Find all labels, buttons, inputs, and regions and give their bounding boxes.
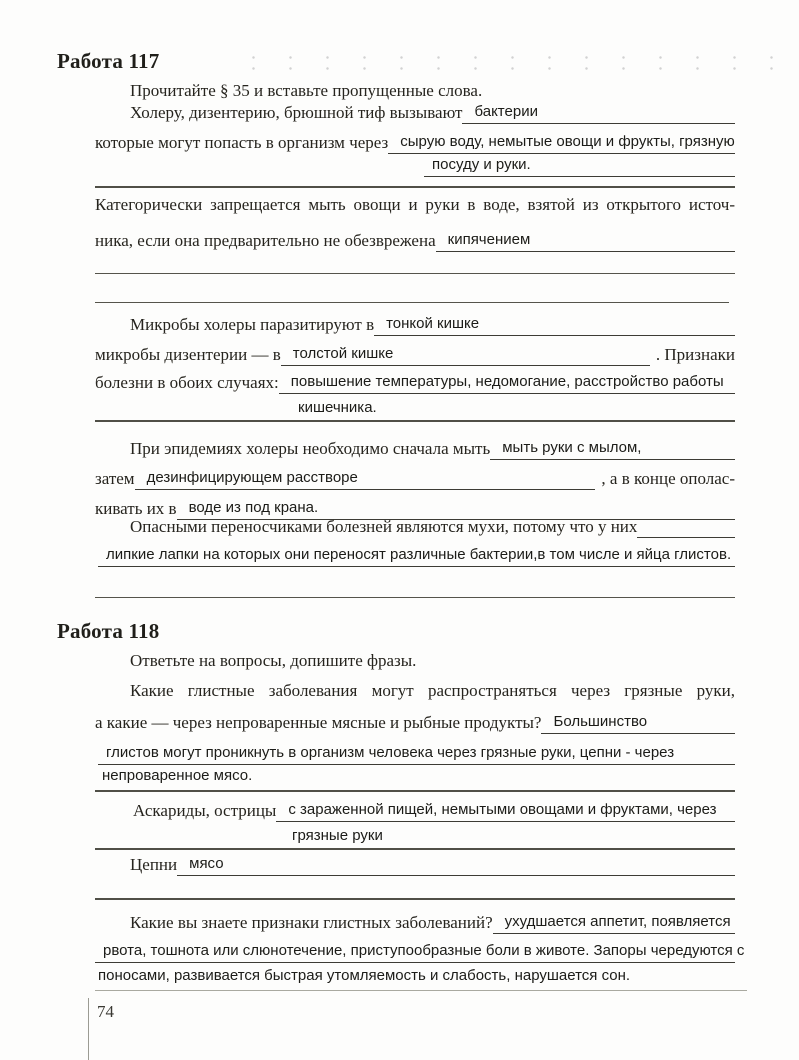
page-margin-mark bbox=[88, 998, 89, 1060]
work118-q4-line bbox=[130, 910, 735, 934]
printed-text: Какие глистные заболевания могут распространяться через грязные руки, bbox=[130, 681, 735, 700]
answer-text: посуду и руки. bbox=[432, 156, 531, 173]
answer-text: сырую воду, немытые овощи и фрукты, грязную bbox=[400, 133, 735, 150]
printed-text: Аскариды, острицы bbox=[133, 801, 277, 820]
work117-q3-line1 bbox=[95, 194, 735, 218]
answer-text: толстой кишке bbox=[292, 345, 394, 362]
printed-text: а какие — через непроваренные мясные и рыбные продукты? bbox=[95, 713, 542, 732]
work117-q8-line bbox=[95, 466, 735, 490]
separator-line bbox=[95, 848, 735, 850]
answer-blank bbox=[177, 852, 735, 876]
printed-text: Прочитайте § 35 и вставьте пропущенные слова. bbox=[130, 81, 483, 100]
work118-q1-line1 bbox=[130, 680, 735, 704]
ruled-line-faint bbox=[95, 990, 747, 991]
answer-text: грязные руки bbox=[292, 827, 383, 844]
work118-q1-line2 bbox=[95, 710, 735, 734]
answer-blank bbox=[374, 312, 735, 336]
work117-q2-answer-continuation bbox=[424, 152, 735, 177]
ruled-line bbox=[95, 302, 729, 303]
work117-title: Работа 117 bbox=[57, 49, 160, 73]
answer-text: кипячением bbox=[447, 231, 531, 248]
work118-q4-answer-line2 bbox=[95, 938, 745, 963]
printed-text: болезни в обоих случаях: bbox=[95, 373, 279, 392]
printed-text: Микробы холеры паразитируют в bbox=[130, 315, 375, 334]
answer-blank bbox=[462, 100, 735, 124]
answer-text: непроваренное мясо. bbox=[102, 767, 253, 784]
work117-q10-line bbox=[130, 514, 735, 538]
work117-q7-line bbox=[130, 436, 735, 460]
answer-text: Большинство bbox=[553, 713, 648, 730]
answer-blank bbox=[541, 710, 735, 734]
answer-text: рвота, тошнота или слюнотечение, приступообразные боли в животе. Запоры чередуются с bbox=[103, 942, 745, 959]
printed-text: затем bbox=[95, 469, 135, 488]
page-number: 74 bbox=[97, 1002, 114, 1021]
answer-blank-empty bbox=[637, 514, 735, 538]
answer-text: дезинфицирующем расстворе bbox=[146, 469, 358, 486]
separator-line bbox=[95, 790, 735, 792]
printed-text: При эпидемиях холеры необходимо сначала мыть bbox=[130, 439, 491, 458]
printed-text: которые могут попасть в организм через bbox=[95, 133, 389, 152]
work117-q2-line bbox=[95, 130, 735, 154]
separator-line bbox=[95, 420, 735, 422]
separator-line bbox=[95, 186, 735, 188]
printed-text: кивать их в bbox=[95, 499, 177, 518]
scan-noise bbox=[235, 52, 783, 74]
work117-q4-line bbox=[130, 312, 735, 336]
ruled-line bbox=[95, 273, 735, 274]
work118-q4-answer-line3 bbox=[98, 964, 630, 986]
printed-text: ника, если она предварительно не обезврежена bbox=[95, 231, 436, 250]
answer-text: мясо bbox=[189, 855, 224, 872]
answer-blank bbox=[436, 228, 735, 252]
answer-text: поносами, развивается быстрая утомляемость и слабость, нарушается сон. bbox=[98, 967, 631, 984]
ruled-line bbox=[95, 597, 735, 598]
work117-q5-line bbox=[95, 342, 735, 366]
answer-text: повышение температуры, недомогание, расстройство работы bbox=[290, 373, 724, 390]
answer-text: бактерии bbox=[474, 103, 538, 120]
printed-text: . Признаки bbox=[655, 345, 735, 364]
work117-q3-line2 bbox=[95, 228, 735, 252]
work117-q1-line bbox=[130, 100, 735, 124]
answer-text: кишечника. bbox=[298, 399, 377, 416]
work118-q3-line bbox=[130, 852, 735, 876]
printed-text: Опасными переносчиками болезней являются мухи, потому что у них bbox=[130, 517, 638, 536]
work118-q2-answer-continuation bbox=[292, 824, 383, 846]
work118-instruction bbox=[130, 650, 735, 674]
printed-text: Холеру, дизентерию, брюшной тиф вызывают bbox=[130, 103, 463, 122]
work118-title: Работа 118 bbox=[57, 619, 160, 643]
answer-blank bbox=[279, 370, 735, 394]
answer-text: тонкой кишке bbox=[386, 315, 480, 332]
answer-blank bbox=[135, 466, 596, 490]
work117-q10-answer-line bbox=[98, 542, 735, 567]
work117-q6-answer-continuation bbox=[298, 396, 377, 418]
printed-text: Категорически запрещается мыть овощи и руки в воде, взятой из открытого источ- bbox=[95, 195, 735, 214]
answer-text: с зараженной пищей, немытыми овощами и фруктами, через bbox=[288, 801, 717, 818]
printed-text: микробы дизентерии — в bbox=[95, 345, 281, 364]
work117-q6-line bbox=[95, 370, 735, 394]
answer-blank bbox=[281, 342, 650, 366]
answer-text: ухудшается аппетит, появляется bbox=[504, 913, 731, 930]
answer-blank bbox=[490, 436, 735, 460]
answer-text: мыть руки с мылом, bbox=[502, 439, 642, 456]
answer-blank bbox=[388, 130, 735, 154]
answer-blank bbox=[493, 910, 735, 934]
answer-text: воде из под крана. bbox=[188, 499, 319, 516]
answer-text: липкие лапки на которых они переносят различные бактерии,в том числе и яйца глистов. bbox=[106, 546, 732, 563]
answer-text: глистов могут проникнуть в организм человека через грязные руки, цепни - через bbox=[106, 744, 675, 761]
printed-text: Ответьте на вопросы, допишите фразы. bbox=[130, 651, 417, 670]
answer-blank bbox=[276, 798, 735, 822]
printed-text: Цепни bbox=[130, 855, 178, 874]
printed-text: , а в конце ополас- bbox=[601, 469, 735, 488]
printed-text: Какие вы знаете признаки глистных заболеваний? bbox=[130, 913, 493, 932]
work118-q1-answer-line3 bbox=[102, 764, 252, 786]
work118-q1-answer-line2 bbox=[98, 740, 735, 765]
separator-line bbox=[95, 898, 735, 900]
work118-q2-line bbox=[133, 798, 735, 822]
